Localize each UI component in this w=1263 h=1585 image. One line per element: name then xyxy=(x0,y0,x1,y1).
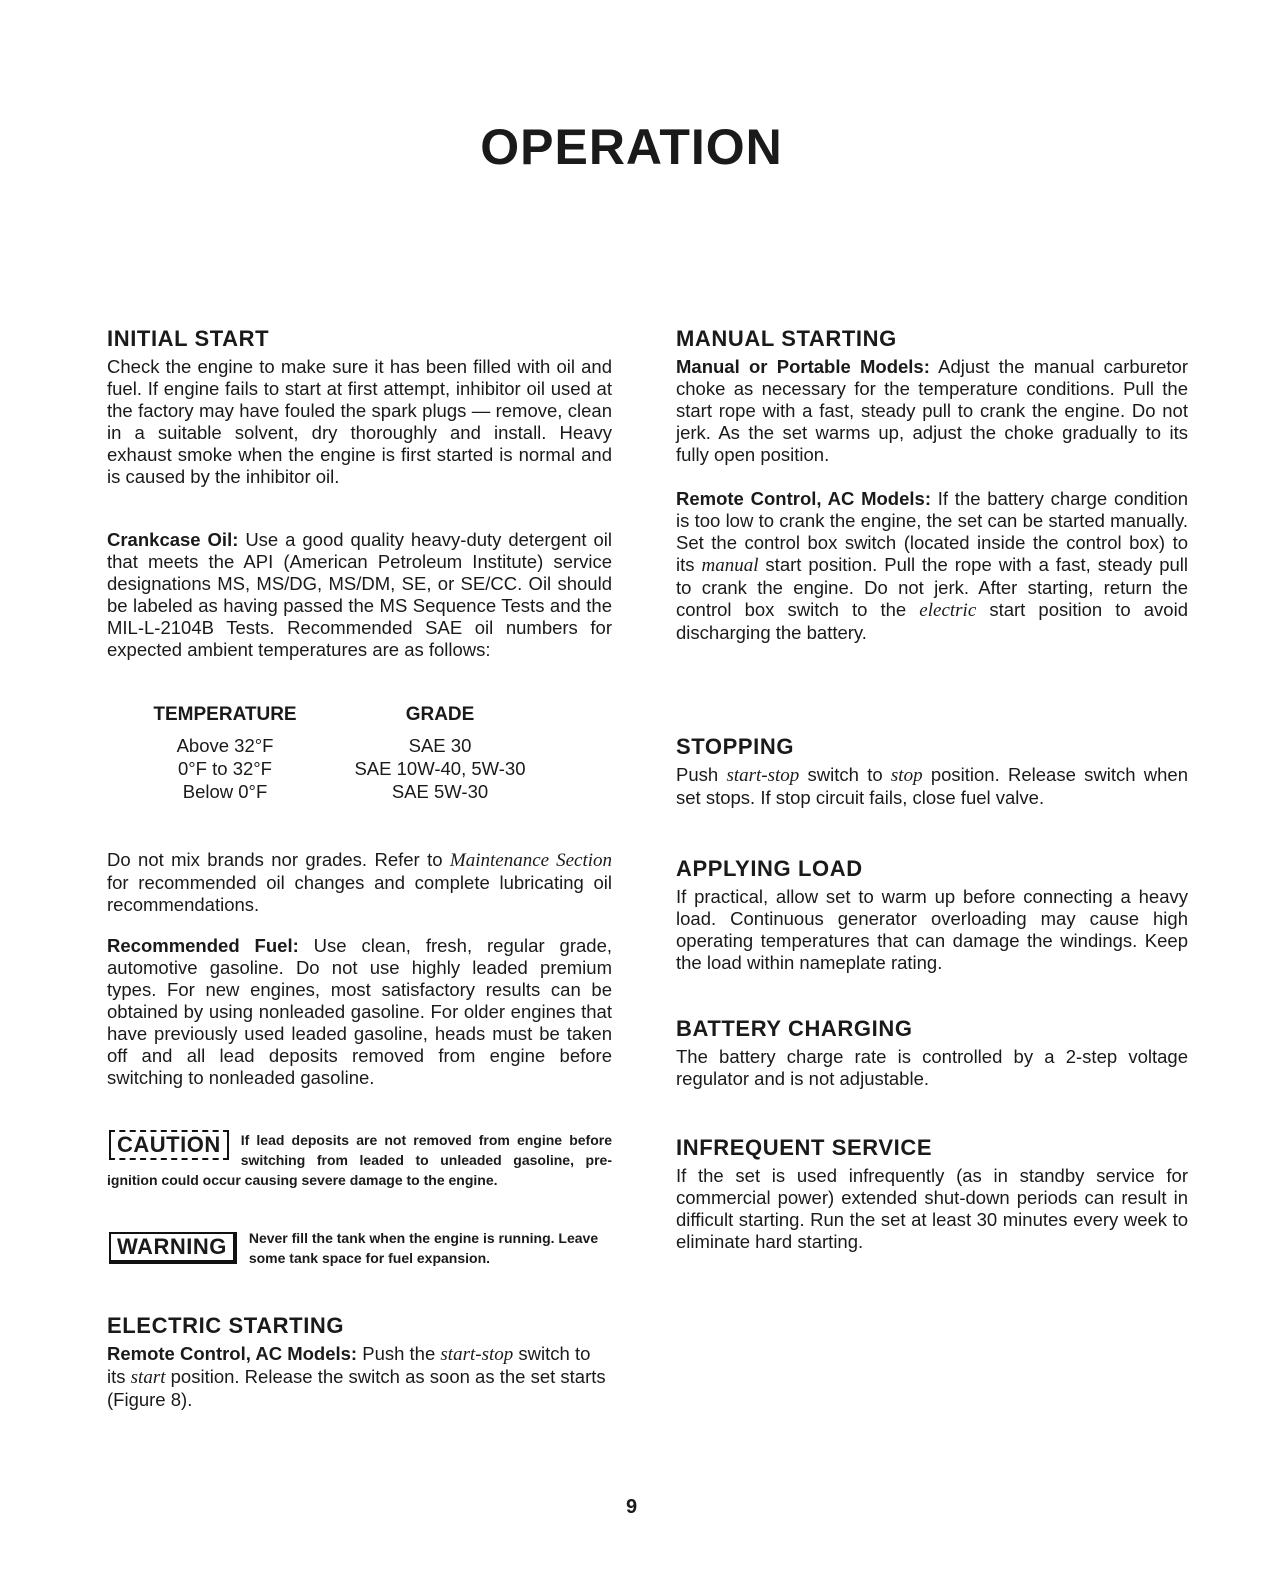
start-term: start xyxy=(130,1367,166,1388)
warning-text: Never fill the tank when the engine is running. Leave some tank space for fuel expansion. xyxy=(248,1230,599,1266)
mix-note-paragraph xyxy=(107,849,612,916)
stopping-text: Push xyxy=(676,764,727,785)
page-number: 9 xyxy=(625,1496,638,1518)
battery-charging-section xyxy=(676,1016,1188,1090)
stopping-heading: STOPPING xyxy=(676,734,795,759)
mix-note-text: Do not mix brands nor grades. Refer to xyxy=(107,849,450,870)
stop-term: stop xyxy=(890,765,923,786)
remote-control-lead: Remote Control, AC Models: xyxy=(676,488,931,509)
caution-notice xyxy=(107,1130,612,1190)
warning-notice xyxy=(107,1228,612,1268)
mix-note-text-end: for recommended oil changes and complete lubricating oil recommendations. xyxy=(107,872,612,915)
grade-column-header: GRADE xyxy=(405,704,475,725)
start-stop-term: start-stop xyxy=(726,765,800,786)
recommended-fuel-section xyxy=(107,935,612,1089)
table-row xyxy=(140,780,570,803)
electric-starting-lead: Remote Control, AC Models: xyxy=(107,1343,358,1364)
remote-control-text: start position. Pull the rope with a fast, steady pull to crank the engine. Do not jerk. After starting, return the control box switch to the xyxy=(676,554,1189,620)
oil-grade-table-wrap xyxy=(140,704,570,803)
infrequent-service-heading: INFREQUENT SERVICE xyxy=(676,1135,933,1160)
electric-starting-section xyxy=(107,1313,612,1411)
remote-control-text: If the battery charge condition is too low to crank the engine, the set can be started manually. Set the control box switch (located inside the control box) to its xyxy=(676,488,1189,575)
initial-start-text: Check the engine to make sure it has been filled with oil and fuel. If engine fails to start at first attempt, inhibitor oil used at the factory may have fouled the spark plugs — remove, clean in a suitable solvent, dry thoroughly and install. Heavy exhaust smoke when the engine is first started is normal and is caused by the inhibitor oil. xyxy=(107,356,612,487)
infrequent-service-text: If the set is used infrequently (as in standby service for commercial power) extended shut-down periods can result in difficult starting. Run the set at least 30 minutes every week to eliminate hard starting. xyxy=(676,1165,1188,1252)
manual-portable-lead: Manual or Portable Models: xyxy=(676,356,930,377)
crankcase-oil-paragraph xyxy=(107,529,612,661)
page-title: OPERATION xyxy=(480,119,783,175)
electric-starting-paragraph xyxy=(107,1343,612,1411)
grade-cell: SAE 10W-40, 5W-30 xyxy=(354,758,526,779)
crankcase-oil-section xyxy=(107,529,612,661)
initial-start-heading: INITIAL START xyxy=(107,326,270,351)
stopping-text: position. Release switch when set stops. If stop circuit fails, close fuel valve. xyxy=(676,764,1189,808)
stopping-section xyxy=(676,734,1188,809)
caution-text: If lead deposits are not removed from engine before switching from leaded to unleaded gasoline, pre-ignition could occur causing severe damage to the engine. xyxy=(107,1132,612,1188)
applying-load-heading: APPLYING LOAD xyxy=(676,856,863,881)
infrequent-service-section xyxy=(676,1135,1188,1253)
recommended-fuel-text: Use clean, fresh, regular grade, automotive gasoline. Do not use highly leaded premium types. For new engines, most satisfactory results can be obtained by using nonleaded gasoline. For older engines that have previously used leaded gasoline, heads must be taken off and all lead deposits removed from engine before switching to nonleaded gasoline. xyxy=(107,935,612,1088)
electric-starting-text: Push the xyxy=(357,1343,441,1364)
maintenance-section-ref: Maintenance Section xyxy=(449,850,613,871)
manual-portable-text: Adjust the manual carburetor choke as necessary for the temperature conditions. Pull the start rope with a fast, steady pull to crank the engine. Do not jerk. As the set warms up, adjust the choke gradually to its fully open position. xyxy=(676,356,1188,465)
electric-starting-text: switch to its xyxy=(107,1343,591,1387)
grade-cell: SAE 30 xyxy=(408,735,472,756)
manual-starting-section xyxy=(676,326,1188,644)
manual-portable-paragraph xyxy=(676,356,1188,466)
recommended-fuel-lead: Recommended Fuel: xyxy=(107,935,299,956)
warning-sign: WARNING xyxy=(109,1232,237,1264)
manual-term: manual xyxy=(701,555,759,576)
electric-starting-text: position. Release the switch as soon as the set starts (Figure 8). xyxy=(107,1366,606,1410)
temperature-cell: 0°F to 32°F xyxy=(178,758,272,779)
start-stop-term: start-stop xyxy=(440,1344,514,1365)
temperature-cell: Above 32°F xyxy=(176,735,274,756)
crankcase-oil-text: Use a good quality heavy-duty detergent oil that meets the API (American Petroleum Institute) service designations MS, MS/DG, MS/DM, SE, or SE/CC. Oil should be labeled as having passed the MS Sequence Tests and the MIL-L-2104B Tests. Recommended SAE oil numbers for expected ambient temperatures are as follows: xyxy=(107,529,612,660)
table-row xyxy=(140,757,570,780)
crankcase-oil-lead: Crankcase Oil: xyxy=(107,529,239,550)
initial-start-section xyxy=(107,326,612,488)
oil-grade-table xyxy=(140,704,570,803)
caution-sign: CAUTION xyxy=(109,1130,229,1160)
remote-control-paragraph xyxy=(676,488,1188,644)
applying-load-section xyxy=(676,856,1188,974)
manual-starting-heading: MANUAL STARTING xyxy=(676,326,897,351)
battery-charging-heading: BATTERY CHARGING xyxy=(676,1016,913,1041)
temperature-column-header: TEMPERATURE xyxy=(153,704,297,725)
grade-cell: SAE 5W-30 xyxy=(391,781,489,802)
mix-note-section xyxy=(107,849,612,916)
stopping-text: switch to xyxy=(799,764,891,785)
table-header-row xyxy=(140,704,570,734)
remote-control-text: start position to avoid discharging the battery. xyxy=(676,599,1188,643)
temperature-cell: Below 0°F xyxy=(182,781,268,802)
battery-charging-text: The battery charge rate is controlled by a 2-step voltage regulator and is not adjustable. xyxy=(676,1046,1188,1089)
applying-load-text: If practical, allow set to warm up before connecting a heavy load. Continuous generator overloading may cause high operating temperatures that can damage the windings. Keep the load within nameplate rating. xyxy=(676,886,1188,973)
recommended-fuel-paragraph xyxy=(107,935,612,1089)
stopping-paragraph xyxy=(676,764,1188,809)
electric-starting-heading: ELECTRIC STARTING xyxy=(107,1313,345,1338)
table-row xyxy=(140,734,570,757)
electric-term: electric xyxy=(919,600,977,621)
